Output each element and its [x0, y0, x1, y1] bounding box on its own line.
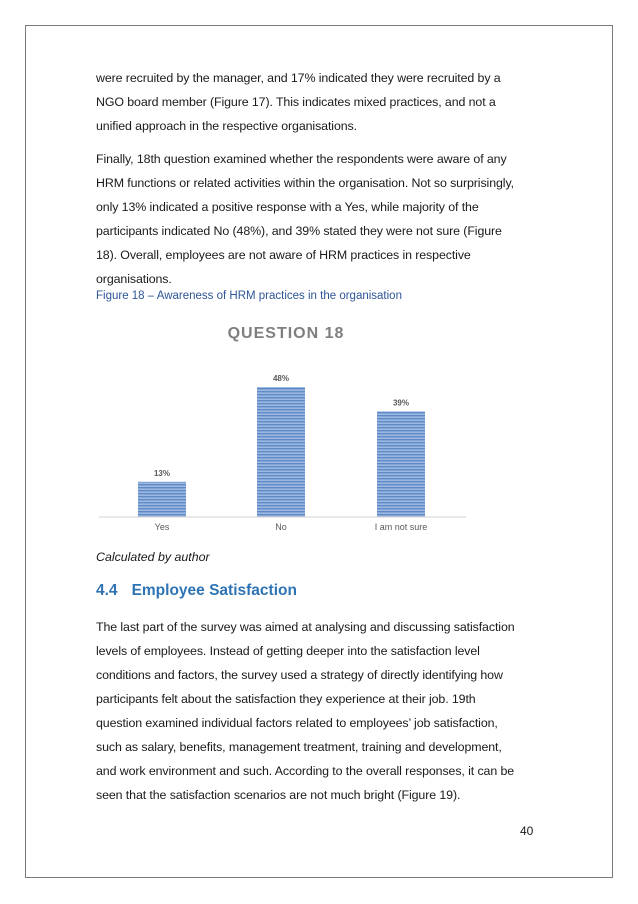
text-line: The last part of the survey was aimed at analysing and discussing satisfaction — [96, 620, 515, 634]
data-label: 13% — [153, 468, 171, 478]
category-label: No — [275, 522, 287, 532]
section-heading — [96, 582, 311, 600]
category-label: I am not sure — [374, 522, 428, 532]
section-title: Employee Satisfaction — [131, 582, 297, 599]
bar-no — [257, 387, 305, 517]
data-label: 39% — [392, 398, 410, 408]
text-line: organisations. — [96, 272, 172, 286]
paragraph-satisfaction — [96, 615, 544, 807]
text-line: Finally, 18th question examined whether the respondents were aware of any — [96, 152, 507, 166]
section-number: 4.4 — [96, 582, 118, 599]
text-line: 18). Overall, employees are not aware of HRM practices in respective — [96, 248, 471, 262]
paragraph-hrm-awareness — [96, 147, 544, 291]
text-line: levels of employees. Instead of getting deeper into the satisfaction level — [96, 644, 480, 658]
text-line: and work environment and such. According to the overall responses, it can be — [96, 764, 515, 778]
bar-chart — [96, 310, 476, 540]
question-18-chart — [96, 310, 476, 540]
page-number: 40 — [520, 824, 534, 838]
text-line: participants felt about the satisfaction they experience at their job. 19th — [96, 692, 476, 706]
bar-yes — [138, 482, 186, 517]
text-line: conditions and factors, the survey used a strategy of directly identifying how — [96, 668, 503, 682]
text-line: question examined individual factors related to employees’ job satisfaction, — [96, 716, 498, 730]
category-label: Yes — [154, 522, 170, 532]
text-line: were recruited by the manager, and 17% indicated they were recruited by a — [96, 71, 501, 85]
text-line: seen that the satisfaction scenarios are not much bright (Figure 19). — [96, 788, 461, 802]
text-line: such as salary, benefits, management treatment, training and development, — [96, 740, 502, 754]
data-label: 48% — [272, 374, 290, 383]
figure-caption: Figure 18 – Awareness of HRM practices in the organisation — [96, 290, 402, 302]
text-line: HRM functions or related activities within the organisation. Not so surprisingly, — [96, 176, 514, 190]
text-line: participants indicated No (48%), and 39% stated they were not sure (Figure — [96, 224, 502, 238]
text-line: only 13% indicated a positive response with a Yes, while majority of the — [96, 200, 479, 214]
chart-title: QUESTION 18 — [227, 325, 345, 342]
text-line: unified approach in the respective organisations. — [96, 119, 357, 133]
paragraph-recruitment — [96, 66, 544, 138]
calculated-by-note: Calculated by author — [96, 550, 210, 564]
bar-i-am-not-sure — [377, 411, 425, 517]
text-line: NGO board member (Figure 17). This indicates mixed practices, and not a — [96, 95, 496, 109]
